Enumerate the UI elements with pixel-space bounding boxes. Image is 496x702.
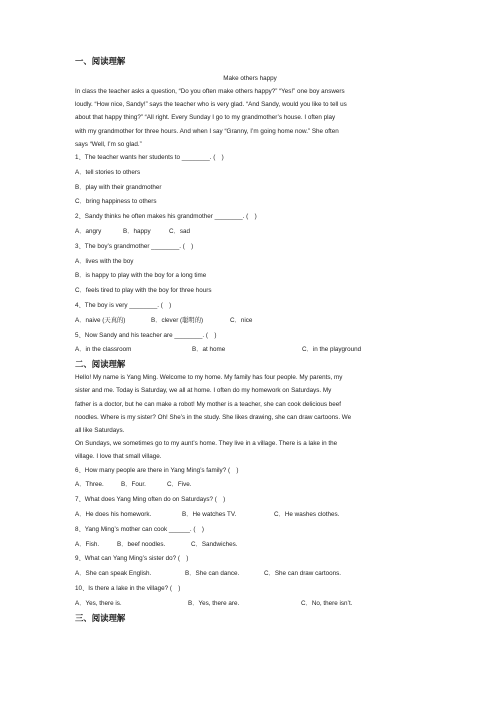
option-b[interactable]: B．beef noodles. (117, 540, 166, 548)
passage-2-body (75, 371, 425, 463)
question-10-options (75, 597, 425, 612)
question-10-stem: 10、Is there a lake in the village? ( ) (75, 584, 181, 592)
passage-2-line: all like Saturdays. (75, 426, 125, 434)
question-2-stem: 2、Sandy thinks he often makes his grandmother ________. ( ) (75, 213, 257, 221)
option-a[interactable]: A．tell stories to others (75, 168, 141, 176)
question-9-options (75, 567, 425, 582)
option-a[interactable]: A．Fish. (75, 540, 100, 548)
option-a[interactable]: A．She can speak English. (75, 570, 152, 578)
section-heading-2: 二、阅读理解 (75, 359, 126, 370)
question-1 (75, 151, 425, 210)
option-c[interactable]: C．bring happiness to others (75, 198, 157, 206)
option-b[interactable]: B．Four. (121, 481, 146, 489)
question-9 (75, 552, 425, 582)
option-c[interactable]: C．She can draw cartoons. (264, 570, 341, 578)
passage-1-title: Make others happy (223, 75, 277, 82)
passage-2-line: father is a doctor, but he can make a robot! My mother is a teacher, she can cook delicious beef (75, 400, 342, 408)
passage-1-line: In class the teacher asks a question, “Do you often make others happy?” “Yes!” one boy answers (75, 88, 345, 95)
question-7 (75, 493, 425, 523)
option-a[interactable]: A．lives with the boy (75, 257, 134, 265)
question-5 (75, 329, 425, 359)
question-7-options (75, 508, 425, 523)
option-c[interactable]: C．He washes clothes. (274, 510, 340, 518)
question-6-options (75, 478, 425, 493)
option-c[interactable]: C．nice (230, 316, 253, 324)
option-c[interactable]: C．in the playground (302, 346, 362, 354)
passage-2-line: sister and me. Today is Saturday, we all at home. I often do my homework on Saturdays. My (75, 387, 332, 395)
option-a[interactable]: A．Three. (75, 481, 104, 489)
question-3-stem: 3、The boy’s grandmother ________. ( ) (75, 242, 194, 250)
option-b[interactable]: B．is happy to play with the boy for a long time (75, 272, 207, 280)
question-7-stem: 7、What does Yang Ming often do on Saturdays? ( ) (75, 496, 226, 504)
option-c[interactable]: C．sad (169, 228, 190, 235)
passage-2-line: village. I love that small village. (75, 453, 162, 461)
option-b[interactable]: B．Yes, there are. (188, 599, 240, 607)
question-8 (75, 523, 425, 553)
question-8-stem: 8、Yang Ming’s mother can cook ______. ( ) (75, 525, 204, 533)
option-c[interactable]: C．Five. (167, 481, 192, 489)
question-6 (75, 464, 425, 494)
option-b[interactable]: B．happy (123, 228, 151, 235)
passage-1-line: says “Well, I’m so glad.” (75, 140, 142, 148)
option-a[interactable]: A．Yes, there is. (75, 599, 122, 607)
option-a[interactable]: A．naive (天真的) (75, 316, 126, 324)
option-a[interactable]: A．angry (75, 228, 102, 235)
question-4-options (75, 314, 425, 329)
option-c[interactable]: C．Sandwiches. (191, 540, 238, 548)
question-9-stem: 9、What can Yang Ming’s sister do? ( ) (75, 555, 189, 563)
question-4 (75, 299, 425, 329)
question-1-stem: 1、The teacher wants her students to ________. ( ) (75, 154, 224, 162)
question-10 (75, 582, 425, 612)
passage-1-line: loudly. “How nice, Sandy!” says the teacher who is very glad. “And Sandy, would you like to tell us (75, 101, 347, 109)
question-2 (75, 210, 425, 240)
option-b[interactable]: B．at home (192, 346, 226, 354)
question-4-stem: 4、The boy is very ________. ( ) (75, 301, 172, 309)
question-8-options (75, 538, 425, 553)
question-6-stem: 6、How many people are there in Yang Ming’s family? ( ) (75, 466, 239, 474)
option-c[interactable]: C．feels tired to play with the boy for three hours (75, 287, 212, 295)
option-a[interactable]: A．in the classroom (75, 346, 132, 354)
option-a[interactable]: A．He does his homework. (75, 510, 152, 518)
passage-1-body (75, 85, 425, 151)
worksheet-page (75, 55, 425, 625)
question-2-options (75, 225, 425, 240)
section-heading-3: 三、阅读理解 (75, 612, 126, 623)
option-b[interactable]: B．clever (聪明的) (151, 316, 204, 324)
question-5-options (75, 343, 425, 358)
passage-2-line: On Sundays, we sometimes go to my aunt’s home. They live in a village. There is a lake in the (75, 440, 338, 448)
passage-2-line: Hello! My name is Yang Ming. Welcome to my home. My family has four people. My parents, my (75, 374, 343, 382)
passage-2-line: noodles. Where is my sister? Oh! She’s in the study. She likes drawing, she can draw cartoons. We (75, 413, 352, 421)
option-b[interactable]: B．He watches TV. (182, 510, 237, 518)
question-5-stem: 5、Now Sandy and his teacher are ________. ( ) (75, 331, 217, 339)
question-3 (75, 240, 425, 299)
section-heading-1: 一、阅读理解 (75, 56, 126, 66)
option-c[interactable]: C．No, there isn’t. (301, 599, 353, 607)
option-b[interactable]: B．play with their grandmother (75, 183, 162, 191)
option-b[interactable]: B．She can dance. (185, 570, 240, 578)
passage-1-line: about that happy thing?” “All right. Every Sunday I go to my grandmother’s house. I often play (75, 114, 336, 122)
passage-1-line: with my grandmother for three hours. And when I say “Granny, I’m going home now.” She often (75, 127, 339, 135)
